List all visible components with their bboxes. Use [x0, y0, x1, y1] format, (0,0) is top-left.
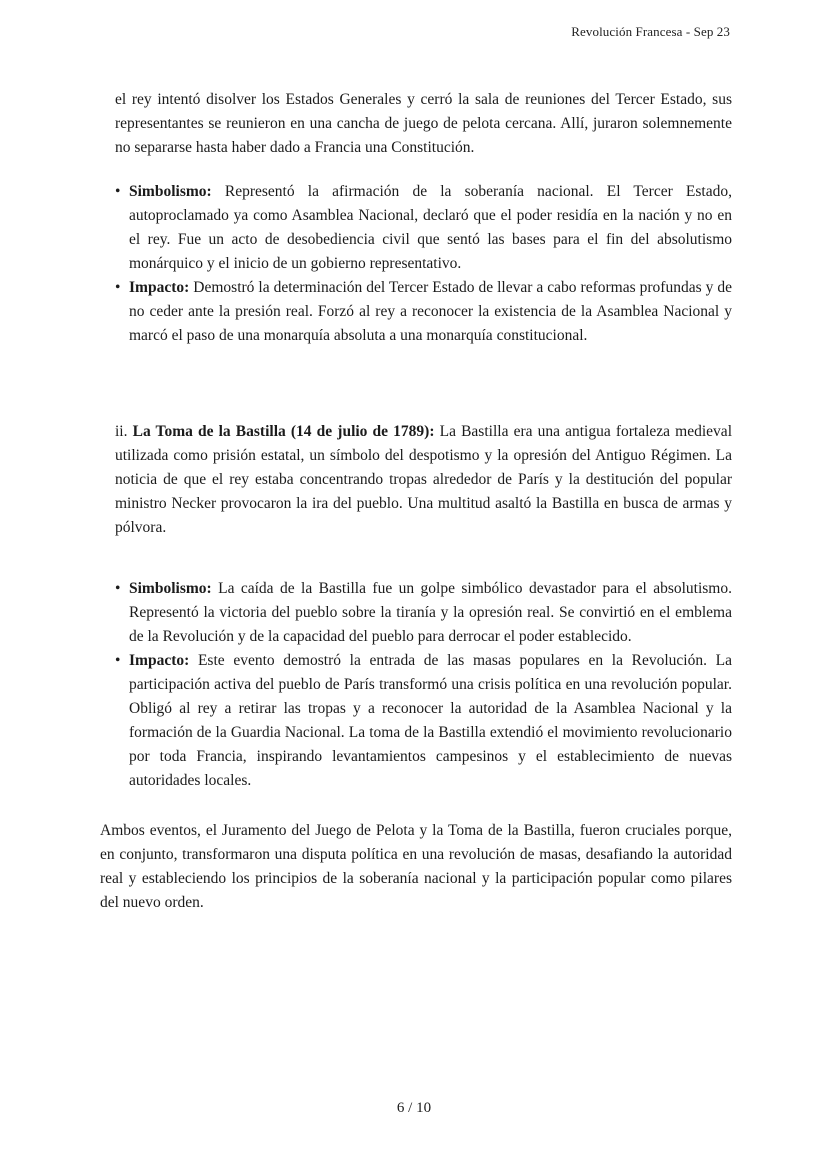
paragraph-bastilla: [115, 420, 732, 540]
term-description: Este evento demostró la entrada de las masas populares en la Revolución. La participación activa del pueblo de París transformó una crisis política en una revolución popular. Obligó al rey a retirar las tropas y a reconocer la autoridad de la Asamblea Nacional y la formación de la Guardia Nacional. La toma de la Bastilla extendió el movimiento revolucionario por toda Francia, inspirando levantamientos campesinos y el establecimiento de nuevas autoridades locales.: [129, 652, 732, 789]
list-item-text: [129, 577, 732, 649]
term-description: La caída de la Bastilla fue un golpe simbólico devastador para el absolutismo. Representó la victoria del pueblo sobre la tiranía y la opresión real. Se convirtió en el emblema de la Revolución y de la capacidad del pueblo para derrocar el poder establecido.: [129, 580, 732, 645]
bullet-list-bastilla: [115, 577, 732, 793]
term-label: Simbolismo:: [129, 183, 212, 200]
term-label: Simbolismo:: [129, 580, 212, 597]
bullet-icon: •: [115, 652, 121, 669]
bullet-icon: •: [115, 279, 121, 296]
list-item-simbolismo-1: [115, 180, 732, 276]
paragraph-closing: Ambos eventos, el Juramento del Juego de Pelota y la Toma de la Bastilla, fueron cruciales porque, en conjunto, transformaron una disputa política en una revolución de masas, desafiando la autoridad real y estableciendo los principios de la soberanía nacional y la participación popular como pilares del nuevo orden.: [100, 822, 732, 911]
page-header: [571, 24, 730, 40]
bullet-list-juramento: [115, 180, 732, 348]
list-item-text: [129, 276, 732, 348]
term-label: Impacto:: [129, 652, 190, 669]
list-item-impacto-2: [115, 649, 732, 793]
paragraph-intro: el rey intentó disolver los Estados Generales y cerró la sala de reuniones del Tercer Estado, sus representantes se reunieron en una cancha de juego de pelota cercana. Allí, juraron solemnemente no separarse hasta haber dado a Francia una Constitución.: [115, 91, 732, 156]
list-item-impacto-1: [115, 276, 732, 348]
document-header-text: Revolución Francesa - Sep 23: [571, 24, 730, 39]
bullet-icon: •: [115, 183, 121, 200]
list-marker: ii.: [115, 423, 133, 440]
paragraph-bastilla-text: La Bastilla era una antigua fortaleza medieval utilizada como prisión estatal, un símbolo del despotismo y la opresión del Antiguo Régimen. La noticia de que el rey estaba concentrando tropas alrededor de París y la destitución del popular ministro Necker provocaron la ira del pueblo. Una multitud asaltó la Bastilla en busca de armas y pólvora.: [115, 423, 732, 536]
page-footer: [0, 1100, 828, 1117]
list-item-text: [129, 649, 732, 793]
term-description: Representó la afirmación de la soberanía nacional. El Tercer Estado, autoproclamado ya como Asamblea Nacional, declaró que el poder residía en la nación y no en el rey. Fue un acto de desobediencia civil que sentó las bases para el fin del absolutismo monárquico y el inicio de un gobierno representativo.: [129, 183, 732, 272]
list-item-simbolismo-2: [115, 577, 732, 649]
page-number: 6 / 10: [396, 1100, 432, 1116]
paragraph-bastilla-title: La Toma de la Bastilla (14 de julio de 1789):: [132, 423, 435, 440]
bullet-icon: •: [115, 580, 121, 597]
document-content: [100, 88, 732, 915]
term-description: Demostró la determinación del Tercer Estado de llevar a cabo reformas profundas y de no ceder ante la presión real. Forzó al rey a reconocer la existencia de la Asamblea Nacional y marcó el paso de una monarquía absoluta a una monarquía constitucional.: [129, 279, 732, 344]
term-label: Impacto:: [129, 279, 190, 296]
list-item-text: [129, 180, 732, 276]
